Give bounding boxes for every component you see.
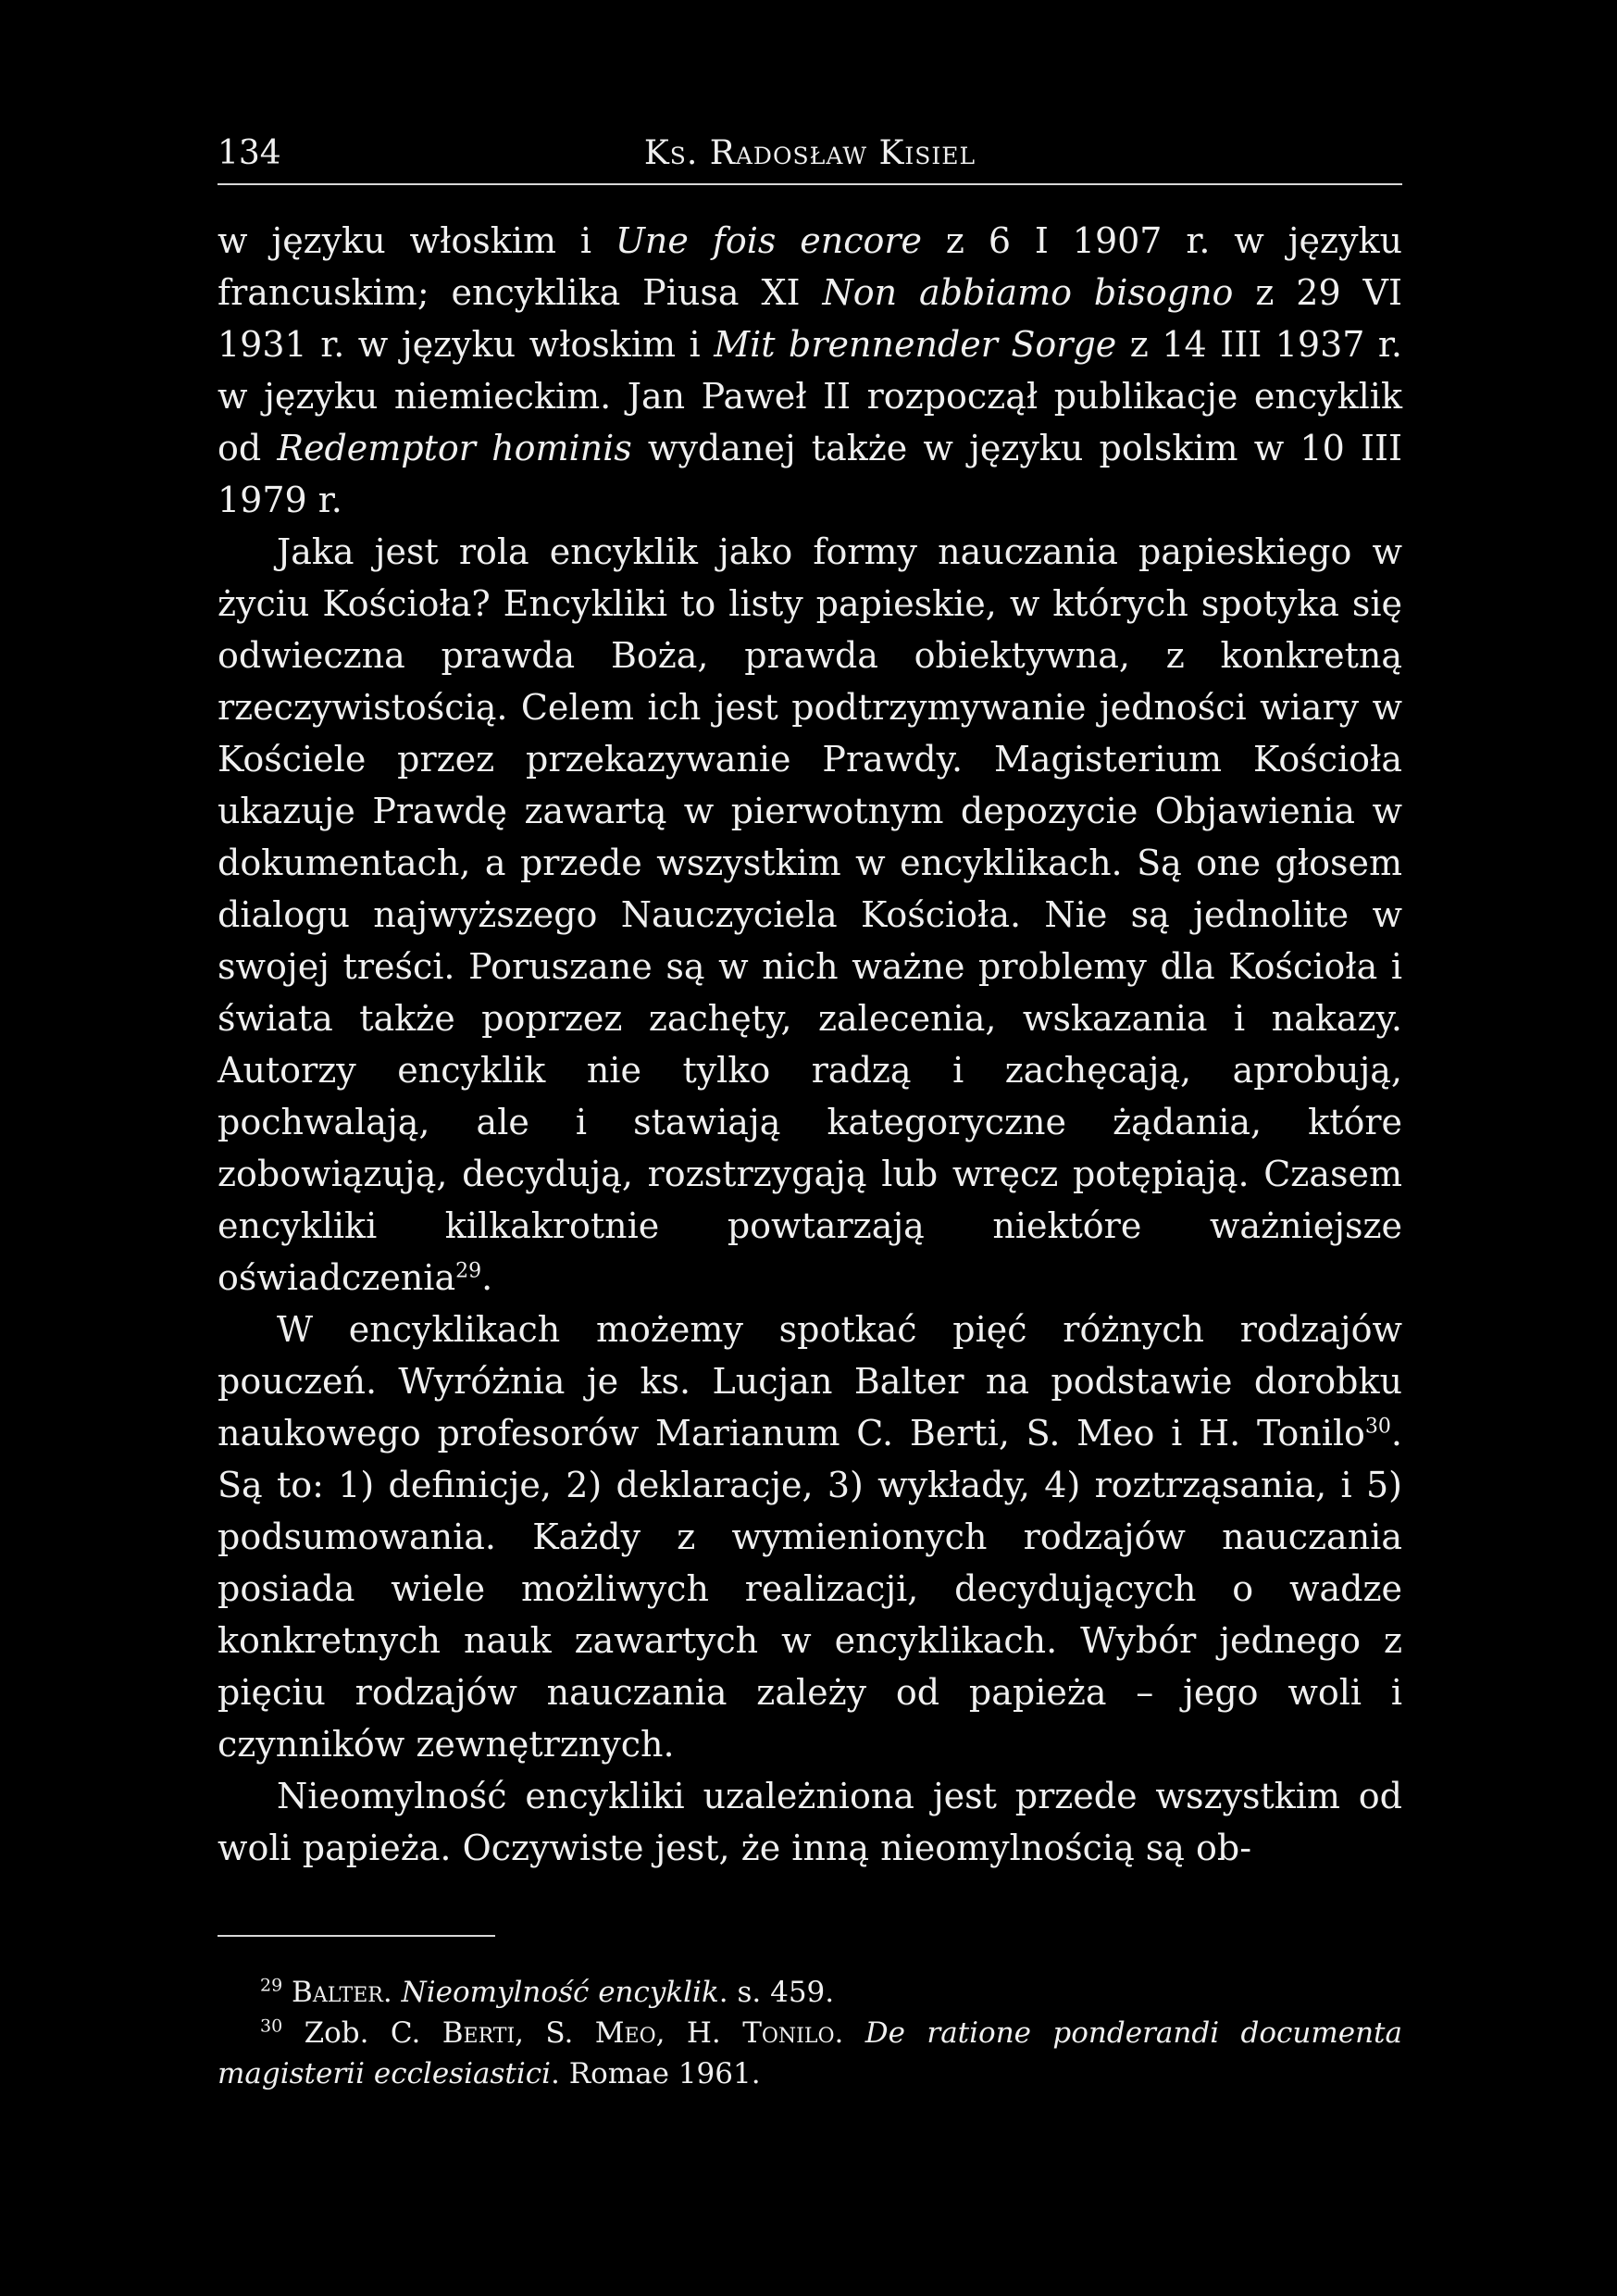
header-rule (218, 183, 1402, 185)
footnotes (218, 1972, 1402, 2094)
footnote-number: 29 (260, 1975, 283, 1996)
footnote-title: De ratione ponderandi documenta magisterii ecclesiastici (218, 2016, 1402, 2090)
footnote-ref-30[interactable]: 30 (1364, 1415, 1391, 1439)
footnote-29: $^{29}$ Balter. Nieomylność encyklik. s. 459. (260, 1975, 835, 2009)
footnote-number: 30 (260, 2015, 283, 2037)
paragraph-1: w języku włoskim i Une fois encore z 6 I 1907 r. w języku francuskim; encyklika Piusa XI Non abbiamo bisogno z 29 VI 1931 r. w języku włoskim i Mit brennender Sorge z 14 III 1937 r. w języku niemieckim. Jan Paweł II rozpoczął publikacje encyklik od Redemptor hominis wydanej także w języku polskim w 10 III 1979 r. (218, 220, 1403, 520)
paragraph-4: Nieomylność encykliki uzależniona jest przede wszystkim od woli papieża. Oczywiste jest, że inną nieomylnością są ob- (218, 1776, 1402, 1868)
title-redemptor-hominis: Redemptor hominis (277, 428, 632, 468)
title-une-fois-encore: Une fois encore (615, 220, 923, 261)
footnote-ref-29[interactable]: 29 (455, 1259, 482, 1283)
paragraph-2: Jaka jest rola encyklik jako formy nauczania papieskiego w życiu Kościoła? Encykliki to listy papieskie, w których spotyka się odwieczna prawda Boża, prawda obiektywna, z konkretną rzeczywistością. Celem ich jest podtrzymywanie jedności wiary w Kościele przez przekazywanie Prawdy. Magisterium Kościoła ukazuje Prawdę zawartą w pierwotnym depozycie Objawienia w dokumentach, a przede wszystkim w encyklikach. Są one głosem dialogu najwyższego Nauczyciela Kościoła. Nie są jednolite w swojej treści. Poruszane są w nich ważne problemy dla Kościoła i świata także poprzez zachęty, zalecenia, wskazania i nakazy. Autorzy encyklik nie tylko radzą i zachęcają, aprobują, pochwalają, ale i stawiają kategoryczne żądania, które zobowiązują, decydują, rozstrzygają lub wręcz potępiają. Czasem encykliki kilkakrotnie powtarzają niektóre ważniejsze oświadczenia$^{29}$. (218, 531, 1402, 1298)
body-text (218, 215, 1402, 1874)
footnote-title: Nieomylność encyklik (401, 1976, 719, 2009)
title-mit-brennender-sorge: Mit brennender Sorge (714, 324, 1117, 365)
footnote-author: C. Berti, S. Meo, H. Tonilo (390, 2016, 835, 2050)
running-title: Ks. Radosław Kisiel (643, 134, 976, 172)
title-non-abbiamo-bisogno: Non abbiamo bisogno (822, 272, 1234, 313)
running-head (218, 130, 1402, 178)
footnote-30: $^{30}$ Zob. C. Berti, S. Meo, H. Tonilo. De ratione ponderandi documenta magisterii ecclesiastici. Romae 1961. (218, 2015, 1402, 2090)
page-number: 134 (218, 134, 281, 172)
footnote-author: Balter (292, 1976, 383, 2009)
paragraph-3: W encyklikach możemy spotkać pięć różnych rodzajów pouczeń. Wyróżnia je ks. Lucjan Balter na podstawie dorobku naukowego profesorów Marianum C. Berti, S. Meo i H. Tonilo$^{30}$. Są to: 1) definicje, 2) deklaracje, 3) wykłady, 4) roztrząsania, i 5) podsumowania. Każdy z wymienionych rodzajów nauczania posiada wiele możliwych realizacji, decydujących o wadze konkretnych nauk zawartych w encyklikach. Wybór jednego z pięciu rodzajów nauczania zależy od papieża – jego woli i czynników zewnętrznych. (218, 1309, 1402, 1765)
footnote-rule (218, 1935, 495, 1937)
